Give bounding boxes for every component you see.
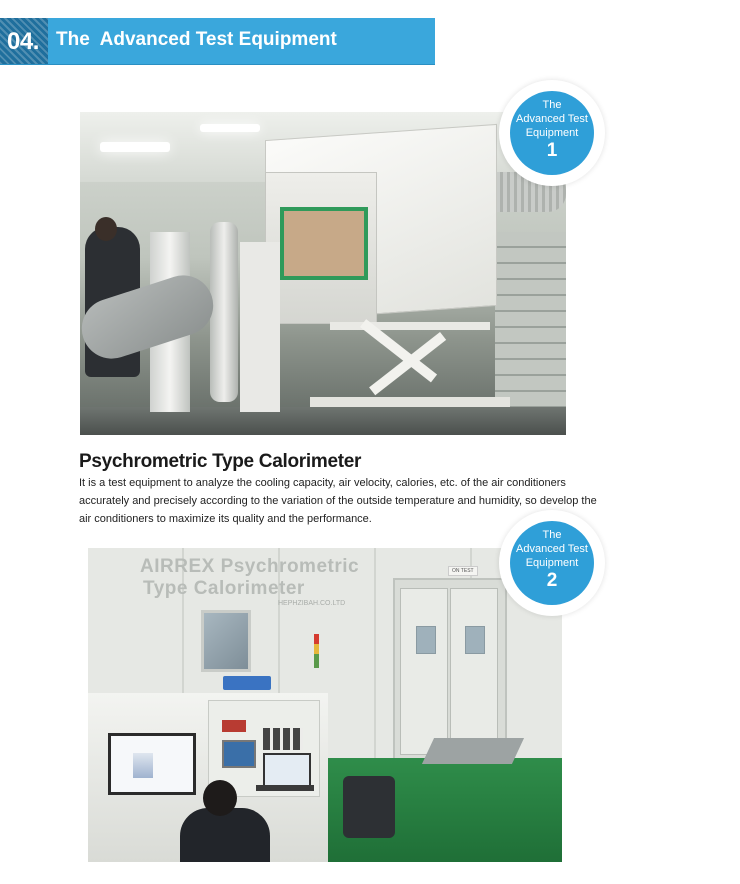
door-sign: ON TEST — [448, 566, 478, 576]
section-header-banner — [0, 18, 435, 65]
badge-1-line-1: The — [542, 99, 562, 111]
badge-2-line-3: Equipment — [525, 557, 579, 569]
equipment-badge-2 — [499, 510, 605, 616]
section-title: Psychrometric Type Calorimeter — [79, 451, 362, 472]
section-description: It is a test equipment to analyze the cooling capacity, air velocity, calories, etc. of the air conditioners accurately and precisely according to the variation of the outside temperature and humidity, so develop the air conditioners to maximize its quality and the performance. — [79, 477, 597, 525]
wall-text-line-2: Type Calorimeter — [143, 578, 305, 599]
badge-1-line-3: Equipment — [525, 127, 579, 139]
badge-1-number: 1 — [546, 140, 558, 161]
equipment-badge-1 — [499, 80, 605, 186]
wall-text-line-1: AIRREX Psychrometric — [140, 556, 360, 577]
section-number: 04. — [7, 28, 39, 55]
equipment-badge-2-circle — [510, 521, 594, 605]
test-equipment-photo-2 — [88, 548, 562, 862]
equipment-badge-1-circle — [510, 91, 594, 175]
badge-2-line-1: The — [542, 529, 562, 541]
test-equipment-photo-1 — [80, 112, 566, 435]
wall-text-line-3: HEPHZIBAH.CO.LTD — [278, 600, 346, 607]
section-header-title: The Advanced Test Equipment — [56, 29, 337, 50]
section-number-box — [0, 18, 48, 64]
badge-1-line-2: Advanced Test — [516, 113, 588, 125]
badge-2-number: 2 — [546, 570, 558, 591]
badge-2-line-2: Advanced Test — [516, 543, 588, 555]
